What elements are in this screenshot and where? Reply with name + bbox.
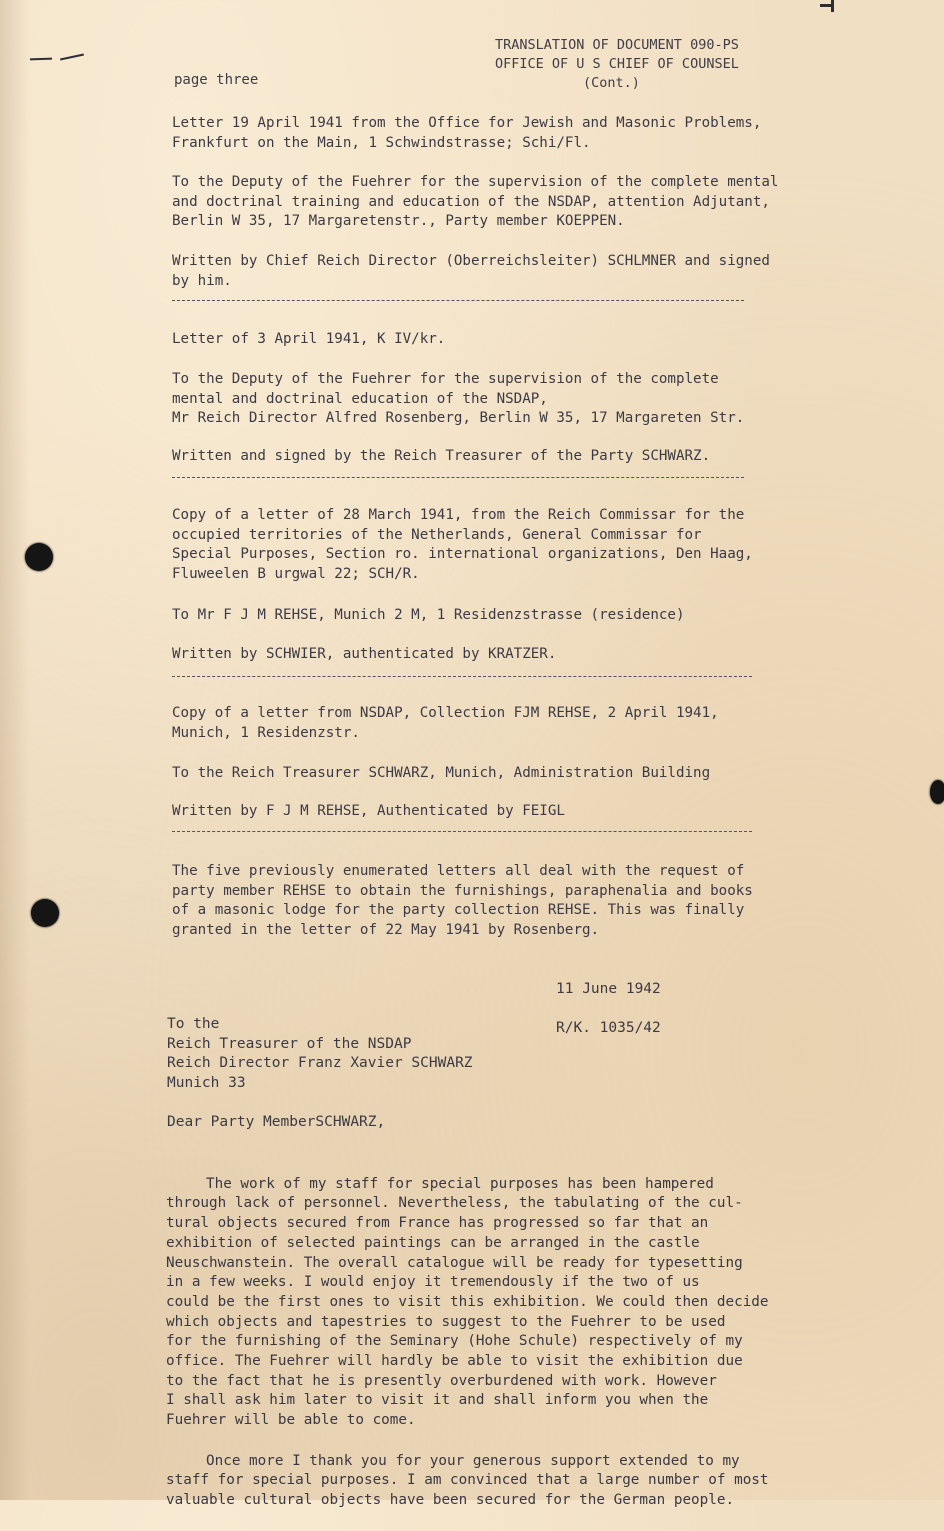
letter-paragraph-1-text: The work of my staff for special purposes has been hampered through lack of personnel. Nevertheless, the tabulating of the cul- tural objects secured from France has progressed so far that an exhibition of selected paintings can be arranged in the castle Neuschwanstein. The overall catalogue will be ready for typesetting in a few weeks. I would enjoy it tremendously if the two of us could be the first ones to visit this exhibition. We could then decide which objects and tapestries to suggest to the Fuehrer to be used for the furnishing of the Seminary (Hohe Schule) respectively of my office. The Fuehrer will hardly be able to visit the exhibition due to the fact that he is presently overburdened with work. However I shall ask him later to visit it and shall inform you when the Fuehrer will be able to come. xyxy=(166,1175,769,1429)
summary-paragraph: The five previously enumerated letters all deal with the request of party member REHSE to obtain the furnishings, paraphenalia and books of a masonic lodge for the party collection REHSE. This was finally granted in the letter of 22 May 1941 by Rosenberg. xyxy=(172,863,753,938)
letter-paragraph-2-text: Once more I thank you for your generous support extended to my staff for special purposes. I am convinced that a large number of most valuable cultural objects have been secured for the German people. xyxy=(166,1452,769,1509)
section-divider xyxy=(172,300,744,301)
letter-date-block xyxy=(556,960,661,1058)
section-divider xyxy=(172,676,752,677)
letter1-signature: Written by Chief Reich Director (Oberreichsleiter) SCHLMNER and signed by him. xyxy=(172,253,770,289)
header-cont: (Cont.) xyxy=(583,75,640,91)
letter4-recipient: To the Reich Treasurer SCHWARZ, Munich, Administration Building xyxy=(172,765,711,781)
letter2-recipient: To the Deputy of the Fuehrer for the supervision of the complete mental and doctrinal education of the NSDAP, Mr Reich Director Alfred Rosenberg, Berlin W 35, 17 Margareten Str. xyxy=(172,371,745,427)
header-title: TRANSLATION OF DOCUMENT 090-PS xyxy=(495,37,739,53)
letter-salutation: Dear Party MemberSCHWARZ, xyxy=(167,1114,386,1130)
letter-reference: R/K. 1035/42 xyxy=(556,1019,661,1036)
letter1-heading: Letter 19 April 1941 from the Office for Jewish and Masonic Problems, Frankfurt on the Main, 1 Schwindstrasse; Schi/Fl. xyxy=(172,115,762,151)
letter-addressee: To the Reich Treasurer of the NSDAP Reich Director Franz Xavier SCHWARZ Munich 33 xyxy=(167,1016,473,1091)
letter2-signature: Written and signed by the Reich Treasurer of the Party SCHWARZ. xyxy=(172,448,711,464)
corner-mark xyxy=(831,0,834,12)
letter-date: 11 June 1942 xyxy=(556,980,661,997)
letter2-heading: Letter of 3 April 1941, K IV/kr. xyxy=(172,331,446,347)
letter-paragraph-2 xyxy=(166,1432,866,1531)
document-header xyxy=(495,36,739,93)
punch-hole-top xyxy=(25,543,53,571)
letter4-heading: Copy of a letter from NSDAP, Collection FJM REHSE, 2 April 1941, Munich, 1 Residenzstr. xyxy=(172,705,719,741)
letter3-recipient: To Mr F J M REHSE, Munich 2 M, 1 Residenzstrasse (residence) xyxy=(172,607,685,623)
section-divider xyxy=(172,831,752,832)
edge-hole-right xyxy=(930,780,944,804)
margin-mark xyxy=(30,58,52,61)
page-label: page three xyxy=(174,72,259,88)
margin-mark xyxy=(60,54,84,61)
letter4-signature: Written by F J M REHSE, Authenticated by FEIGL xyxy=(172,803,565,819)
letter3-heading: Copy of a letter of 28 March 1941, from the Reich Commissar for the occupied territories of the Netherlands, General Commissar for Special Purposes, Section ro. international organizations, Den Haag, Fluweelen B urgwal 22; SCH/R. xyxy=(172,507,753,582)
punch-hole-bottom xyxy=(31,899,59,927)
paper-edge-shading xyxy=(0,0,30,1500)
section-divider xyxy=(172,477,744,478)
letter1-recipient: To the Deputy of the Fuehrer for the supervision of the complete mental and doctrinal training and education of the NSDAP, attention Adjutant, Berlin W 35, 17 Margaretenstr., Party member KOEPPEN. xyxy=(172,174,779,230)
header-office: OFFICE OF U S CHIEF OF COUNSEL xyxy=(495,56,739,72)
letter-paragraph-1 xyxy=(166,1155,866,1451)
letter3-signature: Written by SCHWIER, authenticated by KRATZER. xyxy=(172,646,557,662)
